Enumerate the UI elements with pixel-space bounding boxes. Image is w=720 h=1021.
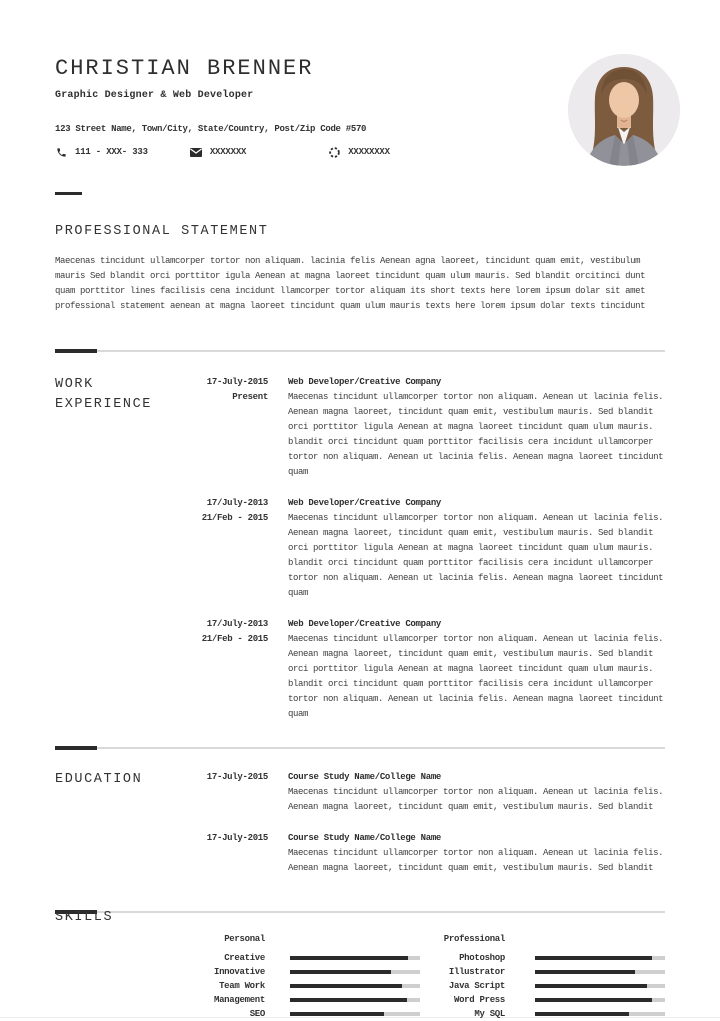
phone-contact	[55, 146, 148, 158]
education-entry-course: Course Study Name/College Name	[288, 833, 442, 843]
skill-label: Photoshop	[459, 953, 505, 963]
phone-value: 111 - XXX- 333	[75, 147, 148, 157]
professional-statement-title: PROFESSIONAL STATEMENT	[55, 224, 269, 239]
section-professional-statement	[55, 192, 665, 314]
skills-title: SKILLS	[55, 910, 114, 925]
address-line: 123 Street Name, Town/City, State/Country, Post/Zip Code #570	[55, 124, 367, 134]
skill-bar	[535, 998, 665, 1002]
website-contact	[328, 146, 390, 158]
skill-bar-fill	[535, 1012, 629, 1016]
professional-statement-body: Maecenas tincidunt ullamcorper tortor non aliquam. lacinia felis Aenean agna laoreet, tincidunt quam emit, vestibulum mauris Sed blandit orci porttitor igula Aenean at magna laoreet tincidunt quam ulum mauris. Sed blandit orcitinci dunt quam porttitor lines facilisis cena incidunt llamcorper tortor aliquam its short texts here lorem ipsum dolar sit amet professional statement aenean at magna laoreet tincidunt quam ulum mauris texts here lorem ipsum dolar texts tincidunt	[55, 256, 646, 311]
work-entry-content	[288, 617, 665, 722]
skill-bar	[535, 970, 665, 974]
skill-label: SEO	[249, 1009, 265, 1019]
website-icon	[328, 146, 340, 158]
website-value: XXXXXXXX	[348, 147, 390, 157]
work-entry-description: Maecenas tincidunt ullamcorper tortor non aliquam. Aenean ut lacinia felis. Aenean magna laoreet, tincidunt quam emit, vestibulum mauris. Sed blandit orci porttitor ligula Aenean at magna laoreet tincidunt quam ulum mauris. blandit orci tincidunt quam porttitor facilisis cera incidunt ullamcorper tortor non aliquam. Aenean ut lacinia felis. Aenean magna laoreet tincidunt quam	[288, 392, 664, 477]
skill-label: Java Script	[448, 981, 505, 991]
work-entry-description: Maecenas tincidunt ullamcorper tortor non aliquam. Aenean ut lacinia felis. Aenean magna laoreet, tincidunt quam emit, vestibulum mauris. Sed blandit orci porttitor ligula Aenean at magna laoreet tincidunt quam ulum mauris. blandit orci tincidunt quam porttitor facilisis cera incidunt ullamcorper tortor non aliquam. Aenean ut lacinia felis. Aenean magna laoreet tincidunt quam	[288, 513, 664, 598]
skill-row	[55, 1007, 665, 1021]
email-icon	[190, 146, 202, 158]
education-entry	[55, 831, 665, 876]
skill-label: Team Work	[219, 981, 265, 991]
section-dash	[55, 746, 97, 750]
work-entry	[55, 496, 665, 601]
skill-bar	[290, 984, 420, 988]
education-entry-content	[288, 831, 665, 876]
skill-bar	[290, 998, 420, 1002]
work-entry-role: Web Developer/Creative Company	[288, 377, 442, 387]
work-entry-dates: 17-July-2015 Present	[206, 377, 268, 402]
skill-bar	[290, 1012, 420, 1016]
profile-photo-illustration	[568, 54, 680, 166]
education-entry-course: Course Study Name/College Name	[288, 772, 442, 782]
skill-label: Innovative	[213, 967, 265, 977]
skill-bar-fill	[290, 998, 407, 1002]
work-entries	[55, 375, 665, 722]
work-experience-title: WORK EXPERIENCE	[55, 377, 153, 412]
skill-bar-fill	[290, 1012, 384, 1016]
section-dash	[55, 192, 82, 195]
work-entry-description: Maecenas tincidunt ullamcorper tortor non aliquam. Aenean ut lacinia felis. Aenean magna laoreet, tincidunt quam emit, vestibulum mauris. Sed blandit orci porttitor ligula Aenean at magna laoreet tincidunt quam ulum mauris. blandit orci tincidunt quam porttitor facilisis cera incidunt ullamcorper tortor non aliquam. Aenean ut lacinia felis. Aenean magna laoreet tincidunt quam	[288, 634, 664, 719]
skill-row	[55, 965, 665, 979]
education-entry-description: Maecenas tincidunt ullamcorper tortor non aliquam. Aenean ut lacinia felis. Aenean magna laoreet, tincidunt quam emit, vestibulum mauris. Sed blandit	[288, 787, 664, 812]
section-divider	[55, 910, 665, 914]
skill-bar-fill	[290, 984, 402, 988]
skills-group-header-professional: Professional	[443, 934, 505, 944]
work-entry-role: Web Developer/Creative Company	[288, 619, 442, 629]
section-line	[97, 911, 665, 913]
skill-label: Management	[213, 995, 265, 1005]
skill-bar-fill	[535, 970, 635, 974]
contact-row	[55, 146, 665, 158]
skill-bar	[535, 984, 665, 988]
skills-group-header-personal: Personal	[224, 934, 265, 944]
work-entry-content	[288, 375, 665, 480]
section-dash	[55, 349, 97, 353]
skill-bar	[535, 1012, 665, 1016]
skill-bar-fill	[535, 984, 647, 988]
section-divider	[55, 349, 665, 353]
education-title: EDUCATION	[55, 772, 143, 787]
education-entry-date: 17-July-2015	[206, 833, 268, 843]
resume-header	[55, 56, 665, 158]
phone-icon	[55, 146, 67, 158]
education-entries	[55, 770, 665, 876]
section-line	[97, 350, 665, 352]
skill-row	[55, 951, 665, 965]
email-value: XXXXXXX	[209, 147, 247, 157]
skill-bar	[290, 956, 420, 960]
skill-label: Word Press	[453, 995, 505, 1005]
work-entry-role: Web Developer/Creative Company	[288, 498, 442, 508]
skill-bar-fill	[535, 998, 652, 1002]
skill-bar-fill	[290, 956, 408, 960]
skill-bar-fill	[535, 956, 652, 960]
skill-bar	[290, 970, 420, 974]
skill-bar	[535, 956, 665, 960]
education-entry	[55, 770, 665, 815]
education-entry-date: 17-July-2015	[206, 772, 268, 782]
profile-photo	[568, 54, 680, 166]
skill-row	[55, 993, 665, 1007]
work-entry-dates: 17/July-2013 21/Feb - 2015	[201, 498, 268, 523]
work-entry	[55, 617, 665, 722]
skill-label: My SQL	[474, 1009, 505, 1019]
work-entry-dates: 17/July-2013 21/Feb - 2015	[201, 619, 268, 644]
section-line	[97, 747, 665, 749]
skills-header-row	[55, 932, 665, 946]
skill-row	[55, 979, 665, 993]
skill-label: Creative	[224, 953, 265, 963]
skills-grid	[55, 910, 665, 1021]
skill-label: Illustrator	[448, 967, 505, 977]
person-job-title: Graphic Designer & Web Developer	[55, 90, 254, 101]
email-contact	[190, 146, 246, 158]
education-entry-description: Maecenas tincidunt ullamcorper tortor non aliquam. Aenean ut lacinia felis. Aenean magna laoreet, tincidunt quam emit, vestibulum mauris. Sed blandit	[288, 848, 664, 873]
education-entry-content	[288, 770, 665, 815]
skill-bar-fill	[290, 970, 391, 974]
section-work-experience	[55, 349, 665, 722]
section-education	[55, 746, 665, 876]
section-skills	[55, 910, 665, 1021]
section-divider	[55, 746, 665, 750]
work-entry-content	[288, 496, 665, 601]
person-name: CHRISTIAN BRENNER	[55, 56, 314, 81]
